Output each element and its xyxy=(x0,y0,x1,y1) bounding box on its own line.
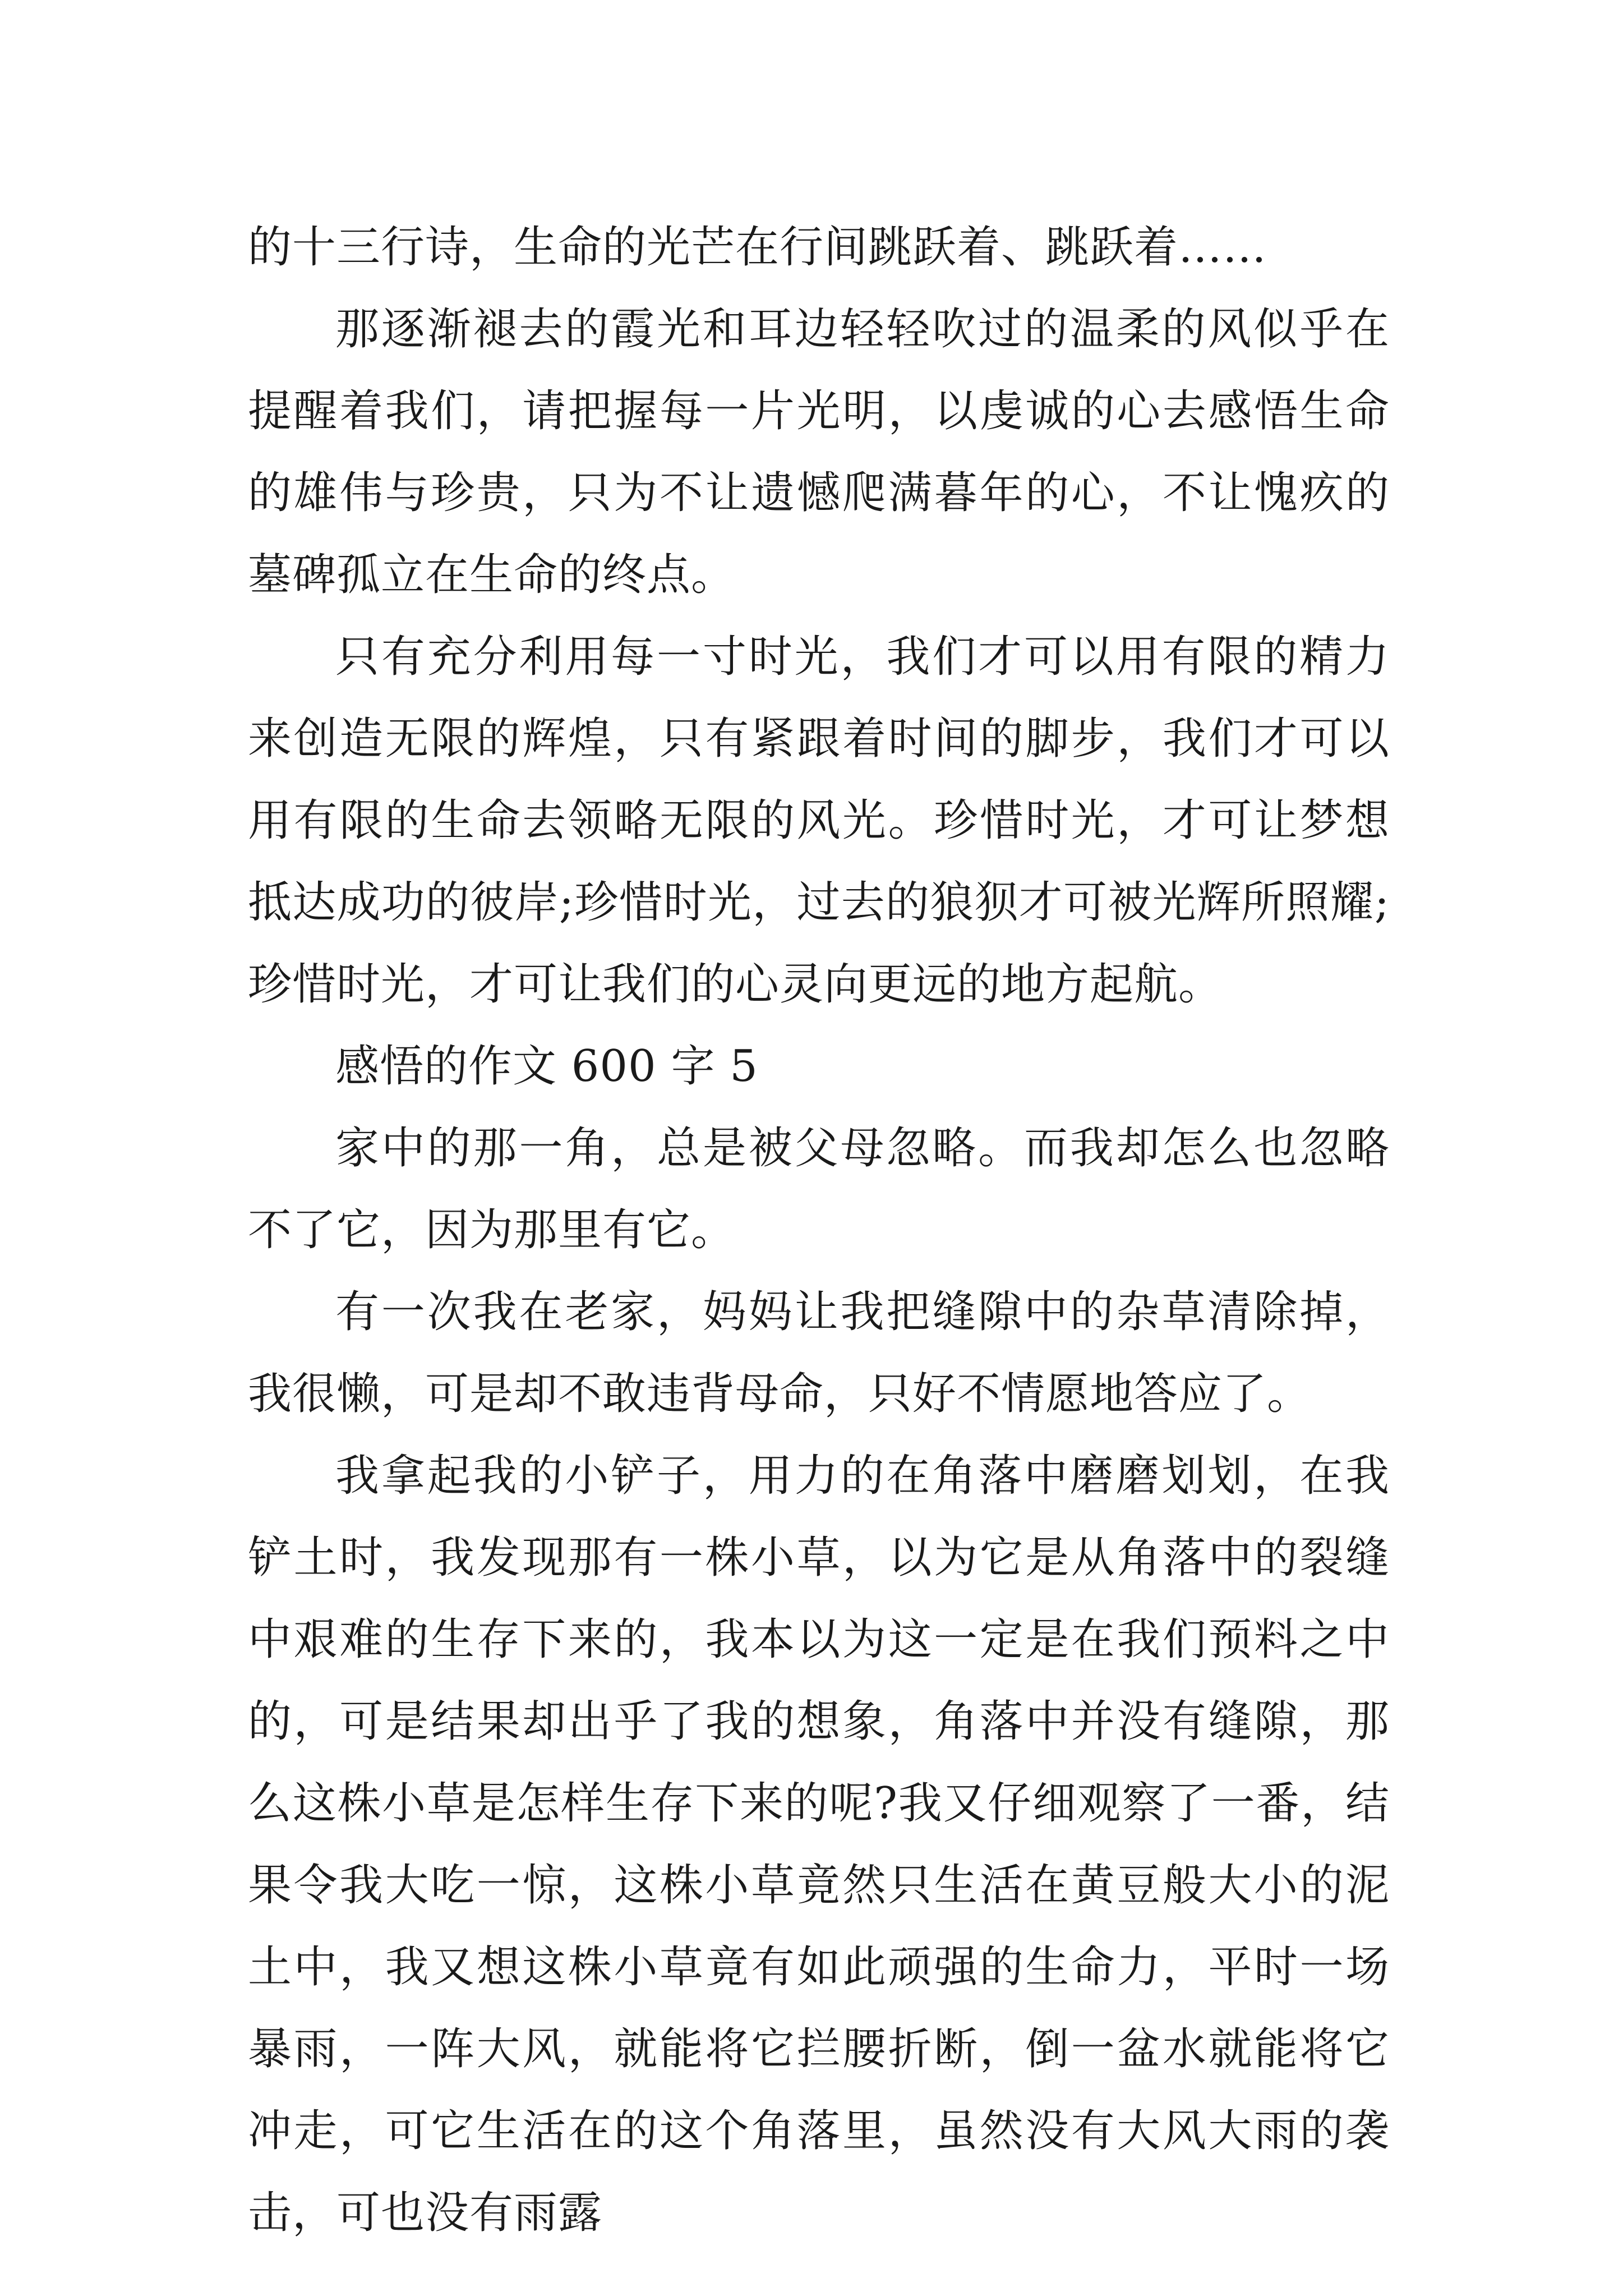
paragraph: 只有充分利用每一寸时光，我们才可以用有限的精力来创造无限的辉煌，只有紧跟着时间的脚步，我们才可以用有限的生命去领略无限的风光。珍惜时光，才可让梦想抵达成功的彼岸;珍惜时光，过去的狼狈才可被光辉所照耀;珍惜时光，才可让我们的心灵向更远的地方起航。 xyxy=(248,632,1390,1010)
paragraph: 那逐渐褪去的霞光和耳边轻轻吹过的温柔的风似乎在提醒着我们，请把握每一片光明，以虔诚的心去感悟生命的雄伟与珍贵，只为不让遗憾爬满暮年的心，不让愧疚的墓碑孤立在生命的终点。 xyxy=(248,304,1390,600)
document-body xyxy=(248,206,1390,2254)
paragraph: 我拿起我的小铲子，用力的在角落中磨磨划划，在我铲土时，我发现那有一株小草，以为它是从角落中的裂缝中艰难的生存下来的，我本以为这一定是在我们预料之中的，可是结果却出乎了我的想象，角落中并没有缝隙，那么这株小草是怎样生存下来的呢?我又仔细观察了一番，结果令我大吃一惊，这株小草竟然只生活在黄豆般大小的泥土中，我又想这株小草竟有如此顽强的生命力，平时一场暴雨，一阵大风，就能将它拦腰折断，倒一盆水就能将它冲走，可它生活在的这个角落里，虽然没有大风大雨的袭击，可也没有雨露 xyxy=(248,1451,1390,2238)
paragraph: 家中的那一角，总是被父母忽略。而我却怎么也忽略不了它，因为那里有它。 xyxy=(248,1123,1390,1255)
paragraph-continued: 的十三行诗，生命的光芒在行间跳跃着、跳跃着…… xyxy=(248,222,1267,273)
section-heading: 感悟的作文 600 字 5 xyxy=(335,1041,758,1092)
paragraph: 有一次我在老家，妈妈让我把缝隙中的杂草清除掉，我很懒，可是却不敢违背母命，只好不情愿地答应了。 xyxy=(248,1287,1390,1419)
